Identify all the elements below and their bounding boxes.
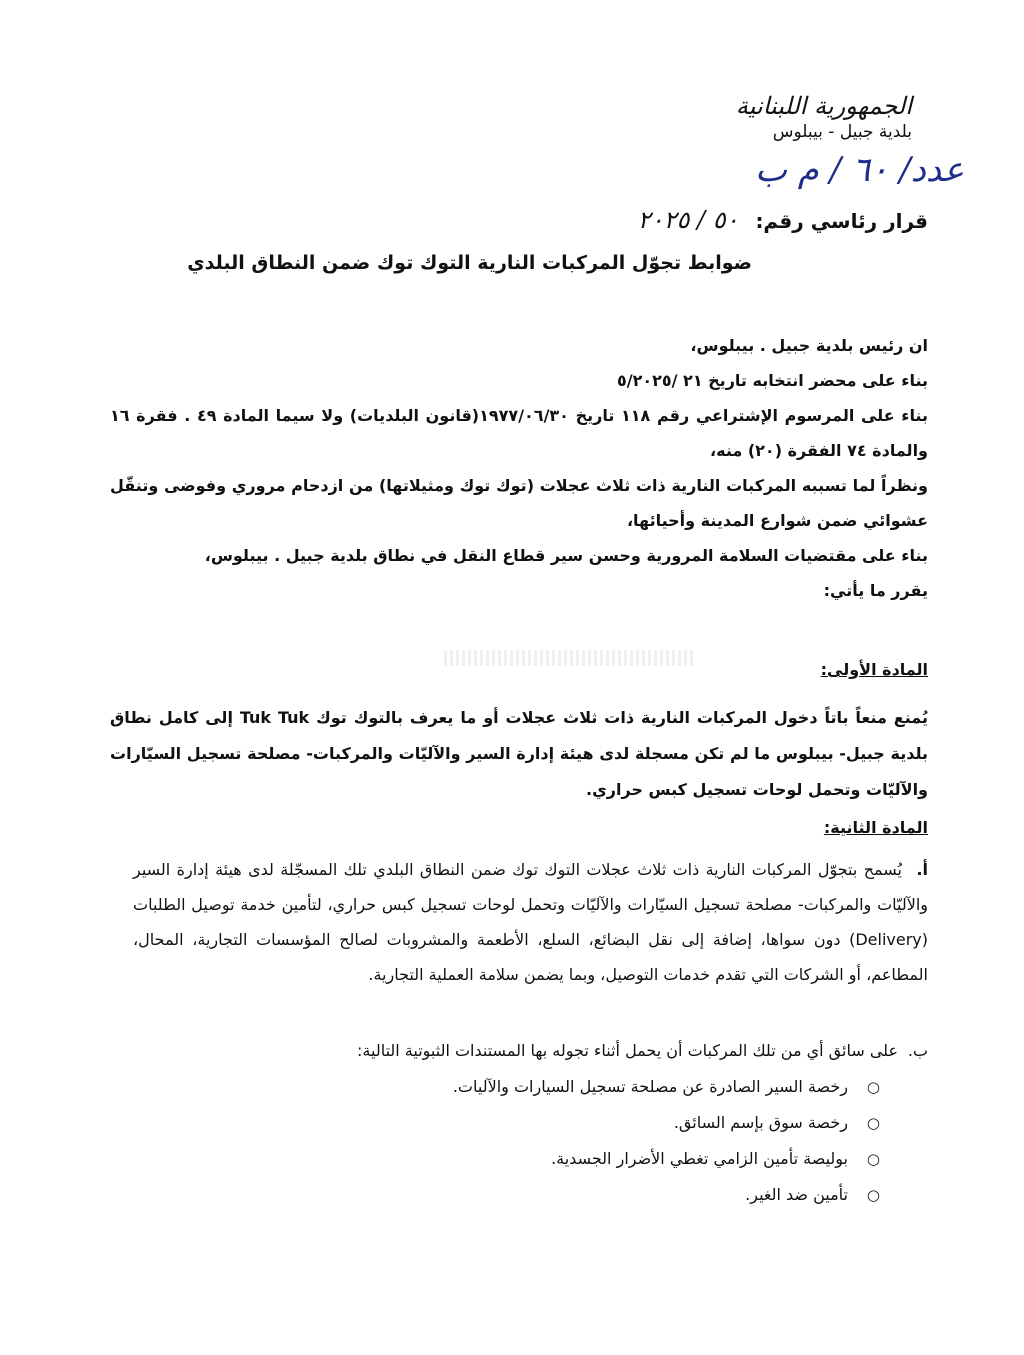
article1-heading: المادة الأولى: — [820, 660, 928, 679]
handwritten-reference: عدد/ ٦٠ / م ب — [754, 150, 964, 190]
municipality-name: بلدية جبيل - بيبلوس — [772, 122, 912, 142]
clause-b-marker: ب. — [907, 1041, 928, 1060]
republic-name: الجمهورية اللبنانية — [735, 92, 912, 120]
letterhead — [736, 92, 912, 142]
list-item: ○ رخصة سوق بإسم السائق. — [148, 1105, 870, 1141]
article2-heading: المادة الثانية: — [823, 818, 928, 837]
preamble-line: يقرر ما يأتي: — [823, 581, 928, 600]
preamble-line: ونظراً لما تسببه المركبات النارية ذات ثلاث عجلات (توك توك ومثيلاتها) من ازدحام مروري وفوضى وتنقّل عشوائي ضمن شوارع المدينة وأحيائها، — [110, 476, 928, 530]
preamble-line: بناء على مقتضيات السلامة المرورية وحسن سير قطاع النقل في نطاق بلدية جبيل . بيبلوس، — [204, 546, 928, 565]
clause-a-marker: أ. — [916, 860, 928, 879]
clause-b-text: على سائق أي من تلك المركبات أن يحمل أثناء تجوله بها المستندات الثبوتية التالية: — [357, 1041, 898, 1060]
article1-text: يُمنع منعاً باتاً دخول المركبات النارية ذات ثلاث عجلات أو ما يعرف بالتوك توك Tuk Tuk إلى كامل نطاق بلدية جبيل- بيبلوس ما لم تكن مسجلة لدى هيئة إدارة السير والآليّات والمركبات- مصلحة تسجيل السيّارات والآليّات وتحمل لوحات تسجيل كبس حراري. — [110, 708, 929, 799]
clause-a-text: يُسمح بتجوّل المركبات النارية ذات ثلاث عجلات التوك توك ضمن النطاق البلدي تلك المسجّلة لدى هيئة إدارة السير والآليّات والمركبات- مصلحة تسجيل السيّارات والآليّات وتحمل لوحات تسجيل كبس حراري، لتأمين خدمة توصيل الطلبات (Delivery) دون سواها، إضافة إلى نقل البضائع، السلع، الأطعمة والمشروبات لصالح المؤسسات التجارية، المحال، المطاعم، أو الشركات التي تقدم خدمات التوصيل، وبما يضمن سلامة العملية التجارية. — [133, 860, 928, 984]
preamble-line: ان رئيس بلدية جبيل . بيبلوس، — [690, 336, 928, 355]
list-item: ○ تأمين ضد الغير. — [148, 1177, 870, 1213]
preamble — [110, 328, 928, 608]
article2-clause-b — [148, 1033, 928, 1213]
decision-label: قرار رئاسي رقم: — [755, 209, 928, 233]
list-item: ○ بوليصة تأمين الزامي تغطي الأضرار الجسدية. — [148, 1141, 870, 1177]
preamble-line: بناء على محضر انتخابه تاريخ ٢١ /٥/٢٠٢٥ — [616, 371, 928, 390]
documents-list — [148, 1069, 928, 1213]
decision-number: ٥٠ / ٢٠٢٥ — [637, 206, 739, 234]
list-item: ○ رخصة السير الصادرة عن مصلحة تسجيل السيارات والآليات. — [148, 1069, 870, 1105]
decision-title: ضوابط تجوّل المركبات النارية التوك توك ضمن النطاق البلدي — [187, 252, 752, 274]
decision-line — [638, 206, 928, 234]
preamble-line: بناء على المرسوم الإشتراعي رقم ١١٨ تاريخ ١٩٧٧/٠٦/٣٠(قانون البلديات) ولا سيما المادة ٤٩ . فقرة ١٦ والمادة ٧٤ الفقرة (٢٠) منه، — [110, 406, 929, 460]
article2-clause-a — [133, 852, 928, 992]
scan-smudge — [444, 650, 694, 666]
